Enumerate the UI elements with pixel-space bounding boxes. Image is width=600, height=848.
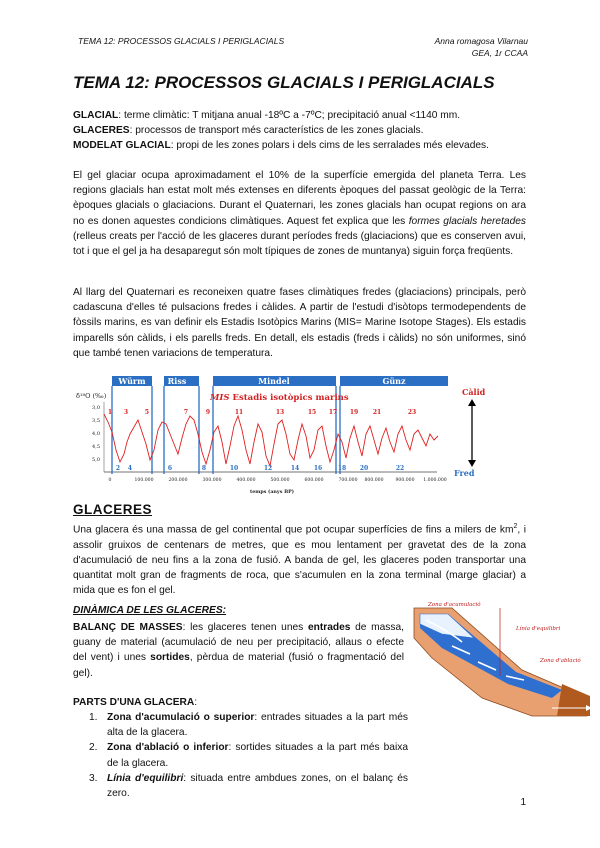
list-term: Zona d'ablació o inferior (107, 742, 229, 754)
section-title-glaceres: GLACERES (73, 502, 153, 517)
definition-modelat (73, 138, 526, 153)
mis-stage-odd: 21 (372, 409, 382, 416)
mis-stage-even: 20 (359, 465, 369, 472)
x-tick: 300.000 (202, 478, 222, 483)
list-number: 1. (89, 712, 98, 723)
glaciation-label-mindel: Mindel (258, 376, 290, 386)
mis-stage-even: 16 (313, 465, 323, 472)
definition-glaceres (73, 123, 526, 138)
list-number: 3. (89, 772, 98, 784)
definition-text: : propi de les zones polars i dels cims de les serralades més elevades. (170, 140, 489, 152)
list-number: 2. (89, 742, 98, 754)
arrow-up-icon (468, 399, 476, 406)
mis-stage-odd: 13 (275, 409, 285, 416)
mis-title-abbrev: MIS (210, 393, 230, 403)
definition-glacial (73, 108, 526, 123)
mis-stage-odd: 11 (234, 409, 244, 416)
list-item (73, 771, 408, 801)
arrow-down-icon (468, 460, 476, 467)
mis-stage-odd: 15 (307, 409, 317, 416)
label-zona-ablacio: Zona d'ablació (540, 658, 581, 664)
mis-stage-even: 12 (263, 465, 273, 472)
term-entrades: entrades (307, 622, 351, 633)
definitions (73, 108, 526, 154)
paragraph-glacial-extent (73, 168, 526, 259)
label-linia-equilibri: Línia d'equilibri (516, 626, 561, 632)
mis-stage-even: 6 (167, 465, 173, 472)
term-sortides: sortides (150, 652, 190, 664)
paragraph-balanc (73, 620, 404, 681)
mis-stage-odd: 9 (205, 409, 211, 416)
paragraph-text: : les glaceres tenen unes (182, 622, 308, 633)
cold-label: Fred (454, 468, 475, 478)
paragraph-glaceres (73, 519, 526, 598)
x-tick: 600.000 (304, 478, 324, 483)
mis-stage-odd: 3 (123, 409, 129, 416)
list-term: Zona d'acumulació o superior (107, 712, 255, 723)
list-item (73, 710, 408, 740)
paragraph-text: , i assolir gruixos de centenars de metres, que es mou lentament per gravetat des de la zona d'acumulació de neu fins a la zona de fusió. A banda de gel, les glaceres poden transportar una quantitat molt gran de fragments de roca, que s'acumulen en la zona terminal (marge glaciar) a mida que es fon el gel. (73, 524, 526, 597)
y-tick: 5,0 (92, 457, 100, 463)
glaciation-label-gunz: Günz (382, 376, 406, 386)
x-tick: 200.000 (168, 478, 188, 483)
x-tick: 900.000 (395, 478, 415, 483)
x-tick: 100.000 (134, 478, 154, 483)
mis-title-text: Estadis isotòpics marins (229, 393, 349, 403)
paragraph-text: (relleus creats per l'acció de les glaceres durant períodes freds (glaciacions) que es conserven avui, tot i que el gel ja ha desaparegut són molt típiques de zones de muntanya) siguin força freqüents. (73, 230, 526, 258)
mis-title (209, 392, 349, 403)
y-tick: 4,0 (92, 431, 100, 437)
mis-stage-odd: 1 (107, 409, 113, 416)
mis-stage-odd: 17 (328, 409, 338, 416)
definition-term: MODELAT GLACIAL (73, 140, 171, 152)
paragraph-quaternary: Al llarg del Quaternari es reconeixen quatre fases climàtiques fredes (glaciacions) principals, però cadascuna d'elles té pulsacions fredes i càlides. A partir de l'estudi d'isòtops termodependents de fòssils marins, es van definir els Estadis Isotòpics Marins (MIS= Marine Isotope Stages). Els estadis imparells són càlids, i els parells freds. En detall, els estadis (freds i càlids) no són uniformes, sinó que també tenen variacions de temperatura. (73, 287, 526, 359)
mis-stage-even: 22 (395, 465, 405, 472)
paragraph-emphasis: formes glacials heretades (408, 215, 526, 227)
x-tick: 800.000 (364, 478, 384, 483)
chart-xlabel: temps (anys BP) (249, 489, 295, 495)
x-tick: 0 (108, 478, 112, 483)
page-number: 1 (520, 797, 526, 808)
parts-list (73, 710, 408, 801)
mis-isotope-chart (72, 372, 512, 500)
mis-stage-even: 18 (337, 465, 347, 472)
parts-heading (73, 695, 526, 710)
author-course: GEA, 1r CCAA (471, 48, 528, 58)
author-name: Anna romagosa Vilarnau (434, 36, 528, 46)
mis-stage-even: 14 (290, 465, 300, 472)
mis-stage-even: 4 (127, 465, 133, 472)
label-zona-acumulacio: Zona d'acumulació (428, 602, 481, 608)
running-header-author (435, 36, 528, 58)
x-tick: 1.000.000 (423, 478, 447, 483)
mis-stage-even: 10 (229, 465, 239, 472)
parts-colon: : (194, 697, 198, 708)
subsection-title-dinamica: DINÀMICA DE LES GLACERES: (73, 605, 227, 616)
paragraph-text: de massa, guany de material (acumulació de neu per precipitació, allaus o efecte del vent) i unes (73, 622, 404, 664)
list-text: : entrades situades a la part més alta de la glacera. (107, 712, 408, 739)
paragraph-text: Una glacera és una massa de gel continental que pot ocupar superfícies de fins a milers de km (73, 524, 514, 536)
term-balanc: BALANÇ DE MASSES (73, 622, 183, 633)
parts-title: PARTS D'UNA GLACERA (73, 697, 195, 708)
chart-ylabel: δ¹⁸O (‰) (76, 392, 107, 400)
running-header-title: TEMA 12: PROCESSOS GLACIALS I PERIGLACIALS (78, 36, 285, 46)
mis-stage-odd: 7 (183, 409, 189, 416)
x-tick: 700.000 (338, 478, 358, 483)
terminal-moraine (557, 684, 590, 716)
page-title: TEMA 12: PROCESSOS GLACIALS I PERIGLACIALS (73, 73, 495, 92)
mis-stage-odd: 5 (144, 409, 150, 416)
glaciation-label-wurm: Würm (118, 376, 146, 386)
glaciation-label-riss: Riss (167, 376, 187, 386)
x-tick: 400.000 (236, 478, 256, 483)
isotope-curve (104, 414, 438, 466)
y-tick: 3,5 (92, 418, 100, 424)
x-tick: 500.000 (270, 478, 290, 483)
paragraph-text: , pèrdua de material (fusió o fragmentació del gel). (73, 652, 404, 679)
mis-stage-odd: 23 (407, 409, 417, 416)
mis-stage-odd: 19 (349, 409, 359, 416)
list-text: : situada entre ambdues zones, on el balanç és zero. (107, 772, 408, 800)
list-item (73, 740, 408, 770)
superscript: 2 (513, 523, 518, 530)
mis-stage-even: 2 (115, 465, 121, 472)
mis-stage-even: 8 (201, 465, 207, 472)
warm-label: Càlid (462, 387, 486, 397)
definition-term: GLACERES (73, 125, 130, 137)
y-tick: 3,0 (92, 405, 100, 411)
list-text: : sortides situades a la part més baixa de la glacera. (107, 742, 408, 769)
paragraph-text: El gel glaciar ocupa aproximadament el 10% de la superfície emergida del planeta Terra. Les regions glacials han estat molt més extenses en diferents èpoques del passat geològic de la Terra: èpoques glacials o glaciacions. Durant el Quaternari, les zones glacials han ocupat regions on ara no es donen aquestes condicions climàtiques. Aquest fet explica que les (73, 170, 526, 227)
definition-term: GLACIAL (73, 110, 119, 121)
definition-text: : processos de transport més característics de les zones glacials. (129, 125, 424, 137)
definition-text: : terme climàtic: T mitjana anual -18ºC a -7ºC; precipitació anual <1140 mm. (118, 110, 461, 121)
y-tick: 4,5 (92, 444, 100, 450)
list-term: Línia d'equilibri (107, 772, 184, 784)
